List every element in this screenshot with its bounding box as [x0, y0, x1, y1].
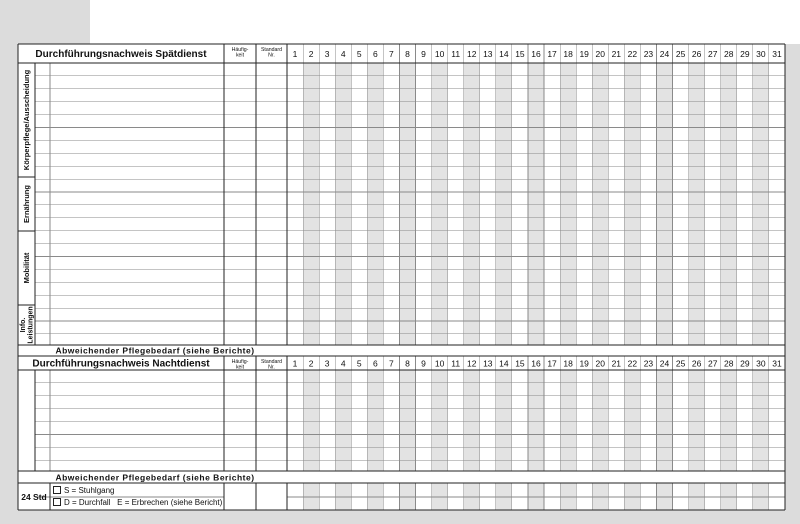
shaded-day-column	[399, 63, 415, 345]
shaded-day-column	[432, 63, 448, 345]
shaded-day-column	[624, 370, 640, 471]
day-number: 3	[324, 49, 330, 59]
shaded-day-column	[303, 483, 319, 510]
shaded-day-column	[721, 370, 737, 471]
day-number: 26	[691, 358, 702, 369]
shaded-day-column	[335, 483, 351, 510]
shaded-day-column	[335, 370, 351, 471]
day-number: 7	[389, 358, 394, 369]
day-number: 5	[356, 358, 362, 369]
day-number: 19	[579, 49, 589, 59]
section-info: Leistungen	[27, 306, 35, 344]
shaded-day-column	[721, 483, 737, 510]
shaded-day-column	[592, 370, 608, 471]
day-number: 12	[467, 49, 477, 59]
col-header-standard: Nr.	[268, 364, 275, 371]
shaded-day-column	[432, 370, 448, 471]
shaded-day-column	[560, 370, 576, 471]
col-header-standard: Standard	[260, 359, 283, 365]
shaded-day-column	[464, 483, 480, 510]
shaded-day-column	[656, 370, 672, 471]
day-number: 6	[372, 49, 378, 59]
shaded-day-column	[689, 63, 705, 345]
day-number: 31	[772, 358, 782, 369]
day-number: 17	[547, 358, 557, 369]
shaded-day-column	[496, 483, 512, 510]
shaded-day-column	[656, 63, 672, 345]
day-number: 4	[340, 49, 346, 59]
legend-line2a: D = Durchfall	[64, 498, 111, 507]
day-number: 10	[434, 358, 445, 369]
day-number: 23	[643, 49, 654, 59]
shaded-day-column	[721, 63, 737, 345]
legend-durchfall	[53, 498, 222, 507]
shaded-day-column	[367, 370, 383, 471]
day-number: 8	[405, 358, 410, 369]
shaded-day-column	[689, 483, 705, 510]
shaded-day-column	[464, 63, 480, 345]
col-header-haeufigkeit: keit	[235, 364, 245, 371]
shaded-day-column	[528, 370, 544, 471]
day-number: 1	[292, 358, 298, 369]
abweichend-nachtdienst: Abweichender Pflegebedarf (siehe Berichte)	[55, 472, 255, 483]
day-number: 11	[451, 358, 461, 369]
day-number: 20	[595, 358, 605, 369]
shaded-day-column	[528, 483, 544, 510]
day-number: 15	[515, 358, 525, 369]
shaded-day-column	[624, 63, 640, 345]
section-koerperpflege: Körperpflege/Ausscheidung	[22, 69, 31, 171]
legend-line2b: E = Erbrechen (siehe Bericht)	[117, 498, 223, 507]
shaded-day-column	[432, 483, 448, 510]
shaded-day-column	[399, 370, 415, 471]
shaded-day-column	[496, 370, 512, 471]
shaded-day-column	[560, 63, 576, 345]
shaded-day-column	[367, 63, 383, 345]
day-number: 7	[389, 49, 394, 59]
day-number: 29	[740, 358, 750, 369]
day-number: 16	[531, 49, 541, 59]
day-number: 24	[659, 49, 670, 59]
day-number: 26	[691, 49, 702, 59]
day-number: 29	[740, 49, 750, 59]
day-number: 31	[772, 49, 782, 59]
day-number: 25	[675, 358, 686, 369]
day-number: 28	[724, 358, 734, 369]
day-number: 25	[675, 49, 686, 59]
day-number: 20	[595, 49, 605, 59]
day-number: 28	[724, 49, 734, 59]
shaded-day-column	[592, 483, 608, 510]
shaded-day-column	[689, 370, 705, 471]
day-number: 27	[707, 358, 718, 369]
day-number: 15	[515, 49, 525, 59]
day-number: 13	[483, 358, 493, 369]
checkbox-icon[interactable]	[53, 498, 61, 506]
day-number: 6	[372, 358, 378, 369]
day-number: 18	[563, 49, 573, 59]
day-number: 24	[659, 358, 670, 369]
col-header-haeufigkeit: Häufig-	[231, 47, 249, 53]
day-number: 27	[707, 49, 718, 59]
shaded-day-column	[656, 483, 672, 510]
day-number: 18	[563, 358, 573, 369]
col-header-haeufigkeit: keit	[235, 52, 245, 59]
day-number: 4	[340, 358, 346, 369]
shaded-day-column	[753, 483, 769, 510]
shaded-day-column	[753, 63, 769, 345]
day-number: 9	[421, 358, 426, 369]
day-number: 22	[627, 358, 638, 369]
day-number: 30	[756, 49, 766, 59]
day-number: 22	[627, 49, 638, 59]
shaded-day-column	[303, 63, 319, 345]
shaded-day-column	[399, 483, 415, 510]
day-number: 17	[547, 49, 557, 59]
col-header-standard: Standard	[260, 47, 283, 53]
day-number: 21	[611, 358, 622, 369]
spaetdienst-title: Durchführungsnachweis Spätdienst	[35, 49, 207, 60]
label-24-std: 24 Std	[21, 492, 47, 502]
shaded-day-column	[367, 483, 383, 510]
legend-stuhlgang	[53, 486, 114, 495]
shaded-day-column	[560, 483, 576, 510]
day-number: 10	[434, 49, 445, 59]
col-header-standard: Nr.	[268, 52, 275, 59]
shaded-day-column	[624, 483, 640, 510]
shaded-day-column	[303, 370, 319, 471]
shaded-day-column	[528, 63, 544, 345]
shaded-day-column	[464, 370, 480, 471]
shaded-day-column	[335, 63, 351, 345]
day-number: 2	[308, 358, 314, 369]
day-number: 14	[499, 49, 509, 59]
day-number: 11	[451, 49, 461, 59]
nachtdienst-title: Durchführungsnachweis Nachtdienst	[32, 358, 210, 370]
day-number: 21	[611, 49, 622, 59]
day-number: 19	[579, 358, 589, 369]
abweichend-spaetdienst: Abweichender Pflegebedarf (siehe Berichte)	[55, 345, 255, 356]
section-mobilitaet: Mobilität	[22, 252, 31, 284]
shaded-day-column	[592, 63, 608, 345]
day-number: 8	[405, 49, 410, 59]
day-number: 12	[467, 358, 477, 369]
day-number: 3	[324, 358, 330, 369]
day-number: 2	[308, 49, 314, 59]
section-info: Info.	[20, 317, 27, 333]
legend-line1: S = Stuhlgang	[64, 486, 115, 495]
shaded-day-column	[496, 63, 512, 345]
day-number: 9	[421, 49, 426, 59]
shaded-day-column	[753, 370, 769, 471]
day-number: 23	[643, 358, 654, 369]
col-header-haeufigkeit: Häufig-	[231, 359, 249, 365]
section-ernaehrung: Ernährung	[22, 185, 31, 223]
day-number: 13	[483, 49, 493, 59]
day-number: 30	[756, 358, 766, 369]
day-number: 1	[292, 49, 298, 59]
day-number: 16	[531, 358, 541, 369]
day-number: 5	[356, 49, 362, 59]
day-number: 14	[499, 358, 509, 369]
checkbox-icon[interactable]	[53, 486, 61, 494]
